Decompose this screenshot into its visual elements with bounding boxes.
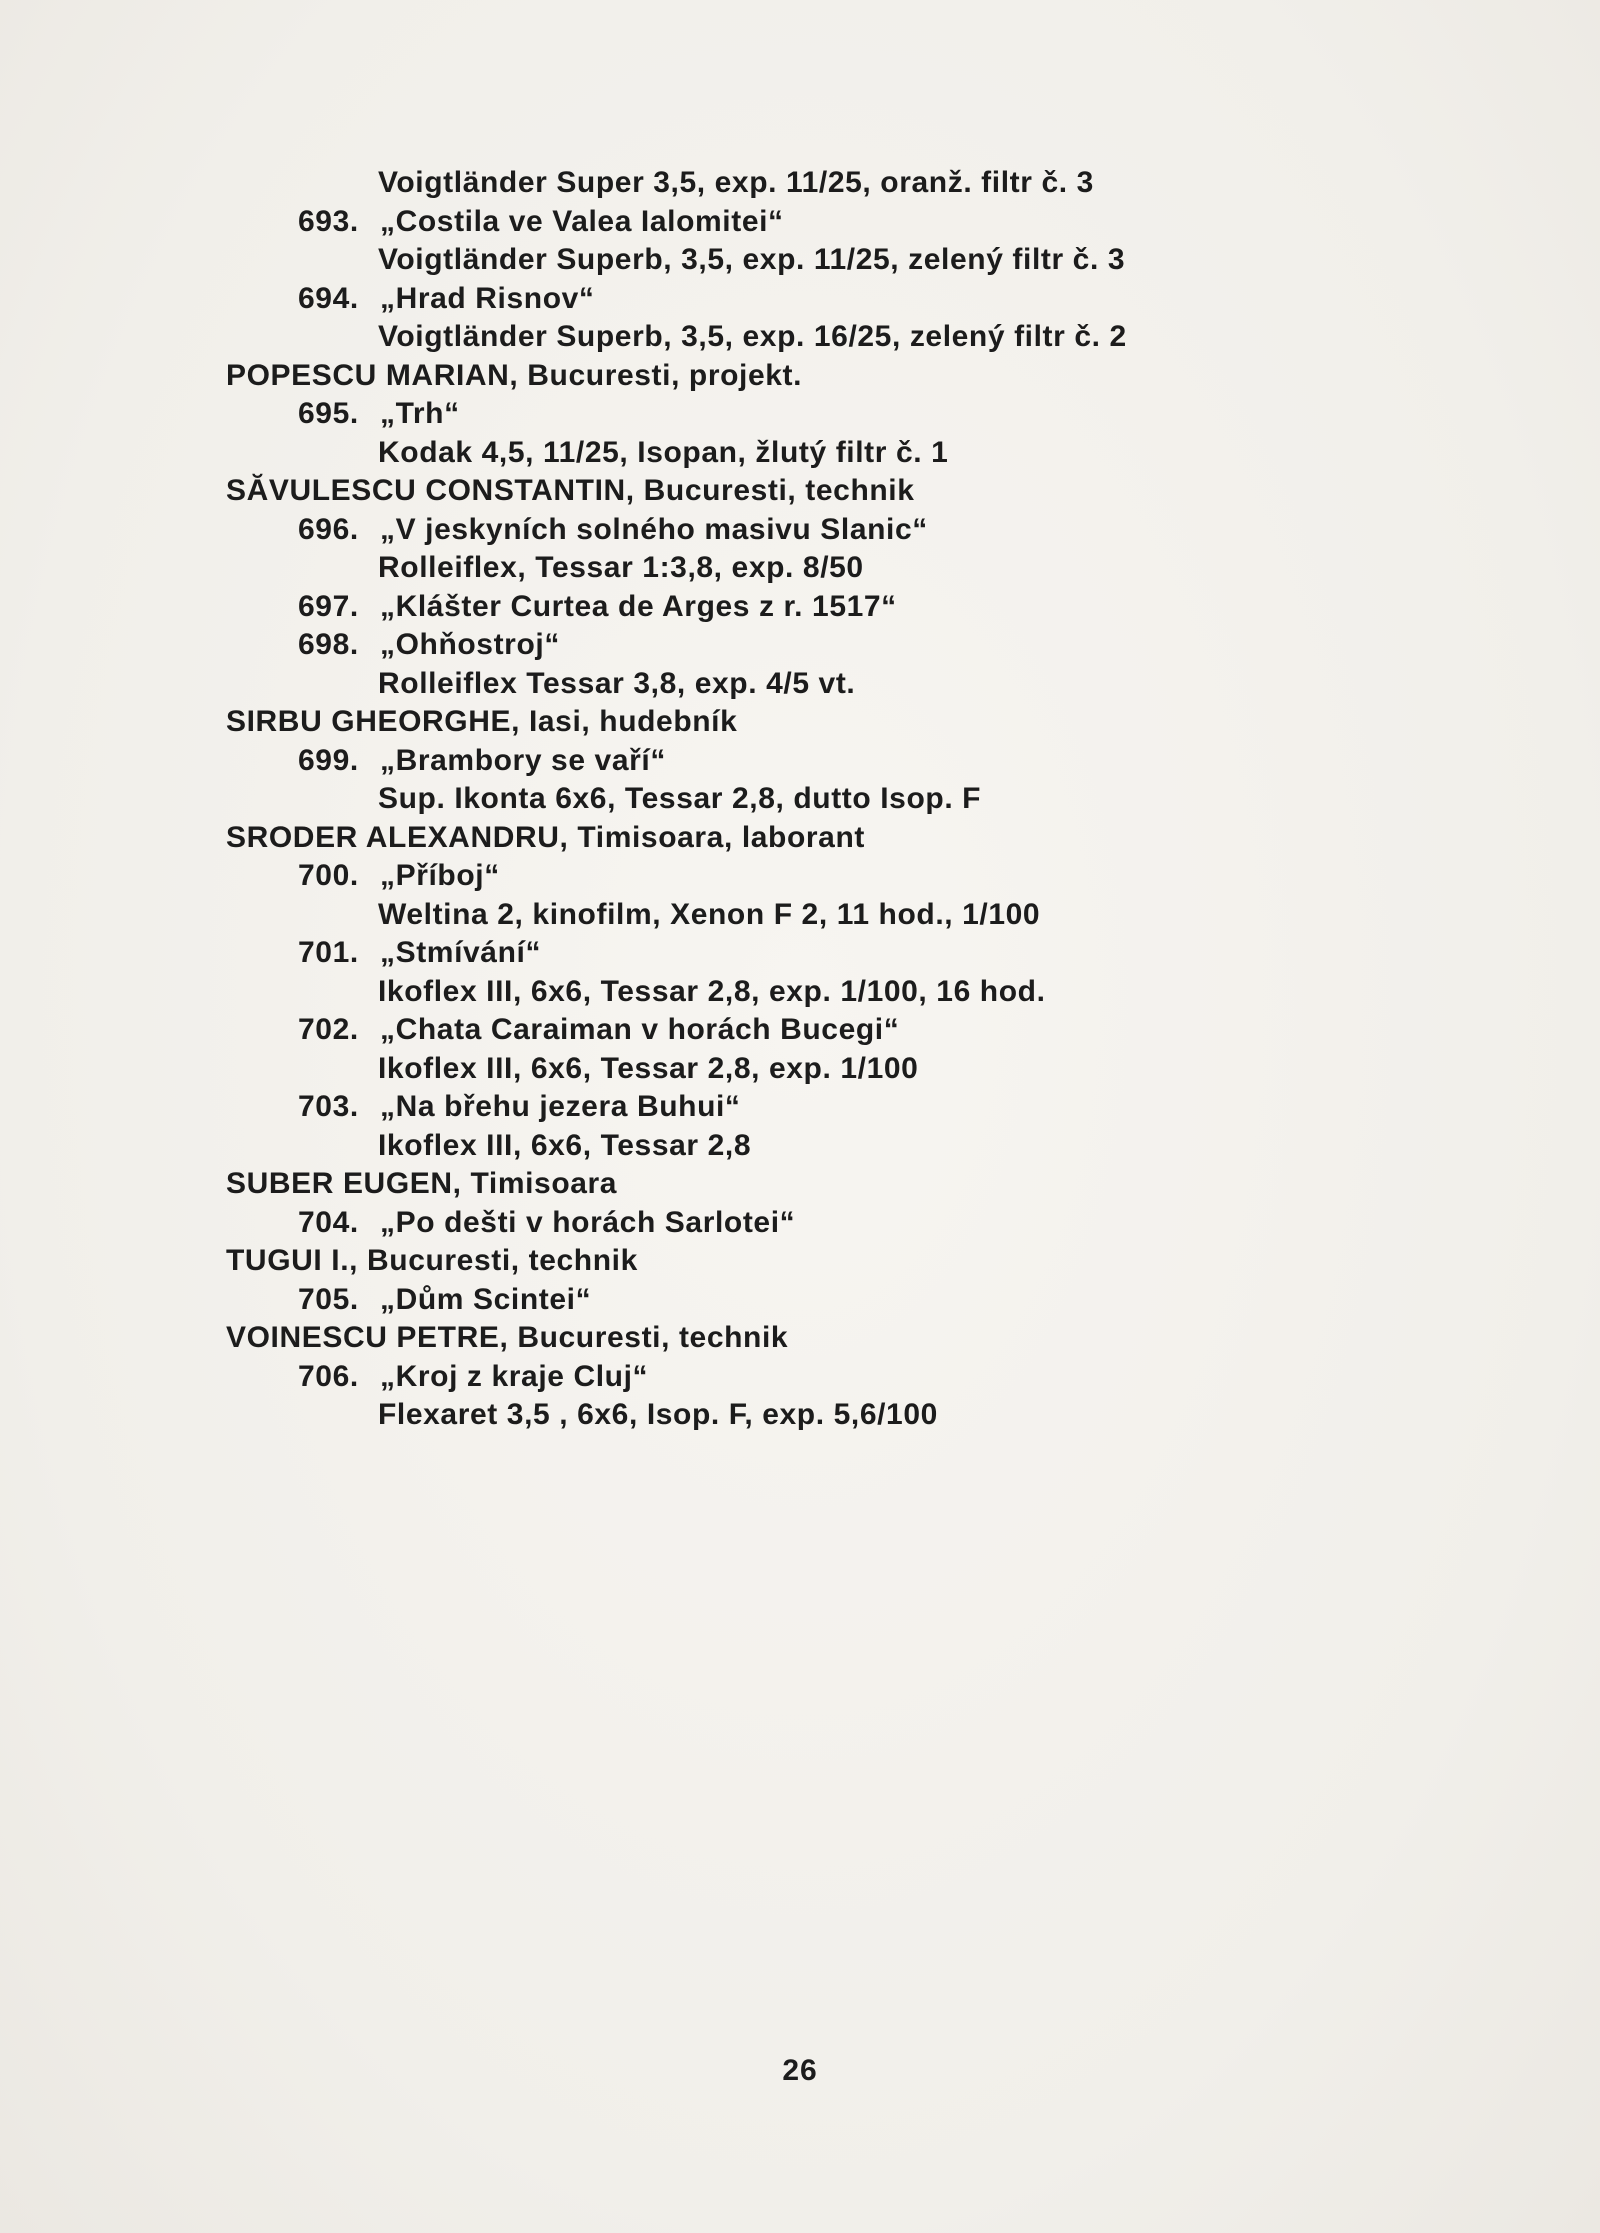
entry-line: [0, 1358, 1600, 1397]
entry-line: [0, 742, 1600, 781]
author-line: [0, 703, 1600, 742]
photo-title: „Příboj“: [380, 859, 500, 892]
camera-details: Voigtländer Super 3,5, exp. 11/25, oranž. filtr č. 3: [378, 166, 1094, 199]
photo-title: „Stmívání“: [380, 936, 542, 969]
entry-number: 701.: [298, 936, 359, 969]
author-line: [0, 819, 1600, 858]
entry-line: [0, 280, 1600, 319]
entry-line: [0, 203, 1600, 242]
entry-line: [0, 511, 1600, 550]
author-line: [0, 1319, 1600, 1358]
photo-title: „Na břehu jezera Buhui“: [380, 1090, 741, 1123]
entry-line: [0, 1281, 1600, 1320]
photographer-name: SIRBU GHEORGHE, Iasi, hudebník: [226, 705, 738, 738]
entry-number: 704.: [298, 1205, 359, 1239]
camera-details: Rolleiflex Tessar 3,8, exp. 4/5 vt.: [378, 666, 856, 700]
detail-line: [0, 780, 1600, 819]
entry-number: 699.: [298, 743, 359, 777]
entry-line: [0, 934, 1600, 973]
entry-number: 705.: [298, 1282, 359, 1316]
camera-details: Ikoflex III, 6x6, Tessar 2,8, exp. 1/100, 16 hod.: [378, 974, 1046, 1008]
detail-line: [0, 973, 1600, 1012]
photographer-name: SRODER ALEXANDRU, Timisoara, laborant: [226, 820, 865, 854]
camera-details: Ikoflex III, 6x6, Tessar 2,8: [378, 1128, 752, 1162]
entry-line: [0, 1088, 1600, 1127]
photo-title: „Trh“: [380, 397, 460, 430]
entry-line: [0, 1011, 1600, 1050]
entry-number: 702.: [298, 1013, 359, 1046]
photo-title: „Hrad Risnov“: [380, 281, 595, 315]
photo-title: „Brambory se vaří“: [380, 743, 666, 777]
detail-line: [0, 665, 1600, 704]
photo-title: „Ohňostroj“: [380, 628, 560, 661]
entry-number: 706.: [298, 1359, 359, 1393]
photographer-name: POPESCU MARIAN, Bucuresti, projekt.: [226, 358, 803, 392]
camera-details: Sup. Ikonta 6x6, Tessar 2,8, dutto Isop. F: [378, 782, 982, 815]
author-line: [0, 1165, 1600, 1204]
detail-line: [0, 434, 1600, 473]
camera-details: Rolleiflex, Tessar 1:3,8, exp. 8/50: [378, 551, 864, 584]
photo-title: „V jeskyních solného masivu Slanic“: [380, 512, 928, 546]
camera-details: Weltina 2, kinofilm, Xenon F 2, 11 hod., 1/100: [378, 897, 1041, 931]
detail-line: [0, 241, 1600, 280]
entry-line: [0, 395, 1600, 434]
entry-number: 698.: [298, 628, 359, 661]
entry-number: 695.: [298, 397, 359, 430]
photographer-name: TUGUI I., Bucuresti, technik: [226, 1244, 638, 1277]
photo-title: „Klášter Curtea de Arges z r. 1517“: [380, 589, 897, 623]
camera-details: Ikoflex III, 6x6, Tessar 2,8, exp. 1/100: [378, 1051, 919, 1085]
photo-title: „Kroj z kraje Cluj“: [380, 1359, 649, 1393]
detail-line: [0, 164, 1600, 203]
entry-number: 693.: [298, 204, 359, 238]
page-number: 26: [782, 2054, 818, 2087]
photo-title: „Costila ve Valea Ialomitei“: [380, 204, 784, 238]
entry-line: [0, 857, 1600, 896]
catalog-listing: [0, 164, 1600, 1435]
detail-line: [0, 318, 1600, 357]
entry-number: 703.: [298, 1090, 359, 1123]
detail-line: [0, 896, 1600, 935]
photo-title: „Dům Scintei“: [380, 1282, 592, 1316]
camera-details: Voigtländer Superb, 3,5, exp. 16/25, zelený filtr č. 2: [378, 320, 1127, 353]
author-line: [0, 357, 1600, 396]
entry-line: [0, 588, 1600, 627]
author-line: [0, 472, 1600, 511]
detail-line: [0, 1050, 1600, 1089]
detail-line: [0, 1396, 1600, 1435]
photographer-name: SUBER EUGEN, Timisoara: [226, 1167, 618, 1200]
photographer-name: SĂVULESCU CONSTANTIN, Bucuresti, technik: [226, 474, 915, 507]
entry-number: 694.: [298, 281, 359, 315]
entry-line: [0, 1204, 1600, 1243]
photographer-name: VOINESCU PETRE, Bucuresti, technik: [226, 1321, 789, 1354]
detail-line: [0, 1127, 1600, 1166]
camera-details: Voigtländer Superb, 3,5, exp. 11/25, zelený filtr č. 3: [378, 243, 1126, 276]
author-line: [0, 1242, 1600, 1281]
entry-line: [0, 626, 1600, 665]
entry-number: 697.: [298, 589, 359, 623]
photo-title: „Po dešti v horách Sarlotei“: [380, 1205, 796, 1239]
entry-number: 700.: [298, 859, 359, 892]
camera-details: Flexaret 3,5 , 6x6, Isop. F, exp. 5,6/100: [378, 1398, 938, 1431]
camera-details: Kodak 4,5, 11/25, Isopan, žlutý filtr č. 1: [378, 435, 949, 469]
entry-number: 696.: [298, 512, 359, 546]
photo-title: „Chata Caraiman v horách Bucegi“: [380, 1013, 900, 1046]
detail-line: [0, 549, 1600, 588]
